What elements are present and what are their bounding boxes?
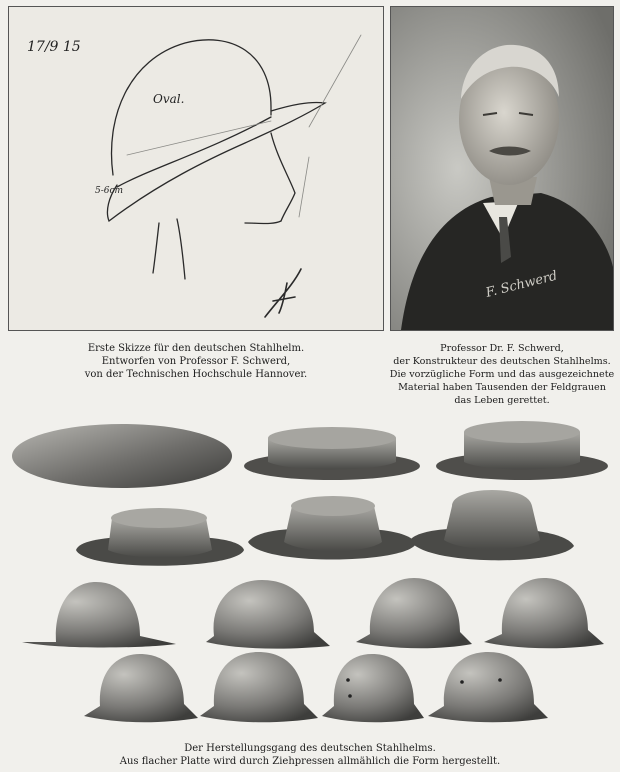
caption-stages-line-1: Der Herstellungsgang des deutschen Stahlhelms. (184, 743, 436, 754)
portrait-signature: F. Schwerd (484, 268, 559, 301)
caption-sketch (8, 342, 384, 381)
sketch-label-margin: 5-6cm (95, 186, 124, 196)
caption-portrait (382, 342, 620, 407)
sketch-neck-front (177, 219, 185, 279)
stage-7-helmet-shape (22, 582, 176, 648)
sketch-guide-line-3 (299, 157, 309, 217)
stage-8-helmet-shape (206, 580, 330, 649)
caption-sketch-line-2: Entworfen von Professor F. Schwerd, (101, 356, 291, 367)
sketch-label-oval: Oval. (153, 92, 185, 106)
sketch-neck-back (153, 223, 159, 273)
caption-sketch-line-3: von der Technischen Hochschule Hannover. (84, 369, 308, 380)
caption-portrait-line-3: Die vorzügliche Form und das ausgezeichnete (389, 369, 615, 380)
caption-portrait-line-1: Professor Dr. F. Schwerd, (440, 343, 564, 354)
caption-portrait-line-2: der Konstrukteur des deutschen Stahlhelms. (393, 356, 611, 367)
caption-stages (0, 742, 620, 768)
helmet-sketch-drawing (9, 7, 383, 330)
caption-portrait-line-4: Material haben Tausenden der Feldgrauen (398, 382, 606, 393)
sketch-chin-line (245, 221, 281, 224)
caption-sketch-line-1: Erste Skizze für den deutschen Stahlhelm. (87, 343, 305, 354)
helmet-stages-photo (0, 410, 620, 740)
stage-3-shallow-press (436, 421, 608, 480)
stage-9-helmet-shape (356, 578, 472, 648)
sketch-monogram (265, 269, 301, 317)
portrait-photo (390, 6, 614, 331)
stage-2-shallow-press (244, 427, 420, 480)
caption-stages-line-2: Aus flacher Platte wird durch Ziehpressen allmählich die Form hergestellt. (119, 756, 501, 767)
portrait-drawing (391, 7, 613, 330)
stage-11-helmet-finished (84, 654, 198, 722)
sketch-face-line (271, 133, 295, 221)
helmet-sketch-image (8, 6, 384, 331)
stage-6-hat-press (410, 490, 574, 560)
sketch-brim-line (107, 102, 325, 221)
stage-5-hat-press (248, 496, 416, 560)
caption-portrait-line-5: das Leben gerettet. (454, 395, 550, 406)
stage-4-hat-press (76, 508, 244, 566)
sketch-date: 17/9 15 (27, 39, 81, 55)
stage-14-helmet-finished (428, 652, 548, 722)
stage-1-flat-plate (12, 424, 232, 488)
helmet-stages-drawing (0, 410, 620, 740)
stage-13-helmet-finished (322, 654, 424, 722)
sketch-guide-line (127, 121, 271, 155)
sketch-guide-line-2 (309, 35, 361, 127)
stage-12-helmet-finished (200, 652, 318, 722)
stage-10-helmet-shape (484, 578, 604, 648)
